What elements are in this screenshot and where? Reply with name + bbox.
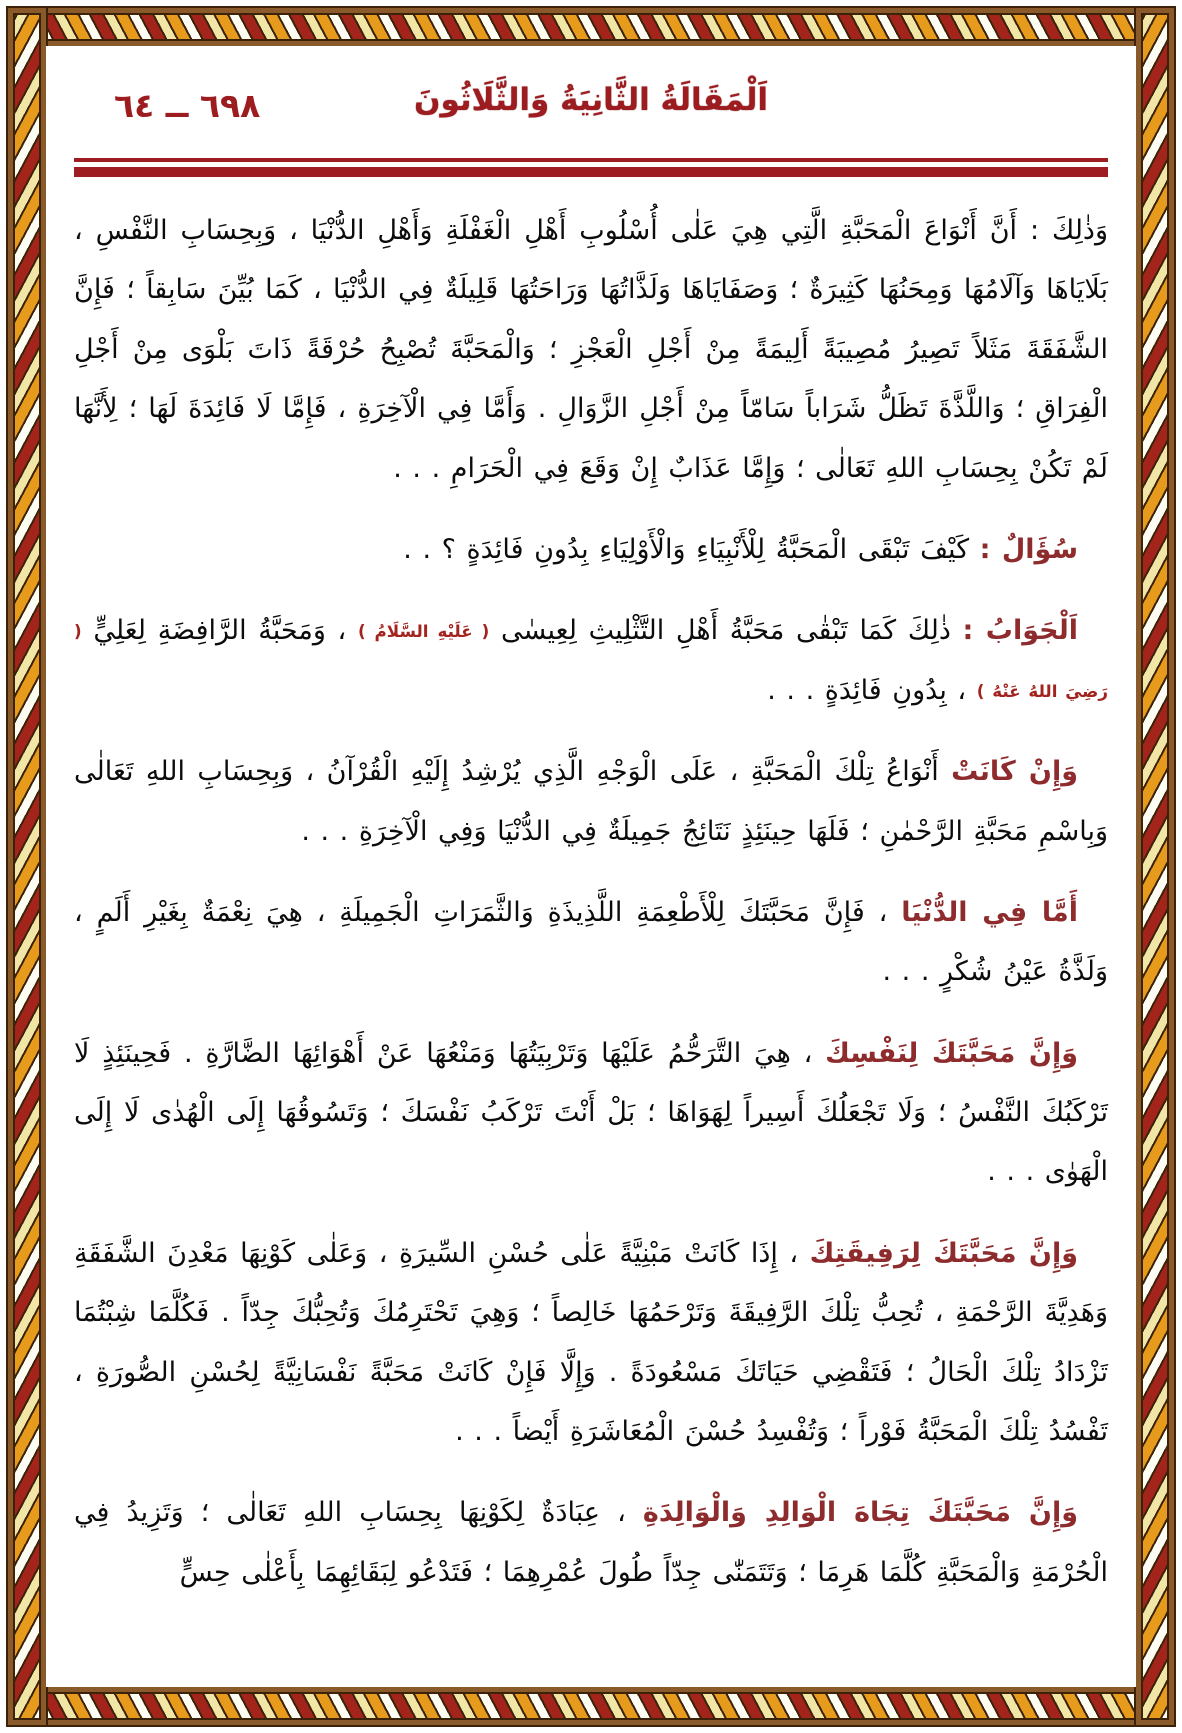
paragraph-text: ذٰلِكَ كَمَا تَبْقٰى مَحَبَّةُ أَهْلِ التَّثْلِيثِ لِعِيسٰى (489, 615, 963, 647)
page-header (74, 80, 1108, 146)
ornamental-border-right (1134, 6, 1176, 1727)
paragraph (74, 1024, 1108, 1202)
body-text (74, 201, 1108, 1602)
paragraph-text: أَنْوَاعُ تِلْكَ الْمَحَبَّةِ ، عَلَى الْوَجْهِ الَّذِي يُرْشِدُ إِلَيْهِ الْقُرْآنُ ، وَبِحِسَابِ اللهِ تَعَالٰى وَبِاسْمِ مَحَبَّةِ الرَّحْمٰنِ ؛ فَلَهَا حِينَئِذٍ نَتَائِجُ جَمِيلَةٌ فِي الدُّنْيَا وَفِي الْآخِرَةِ . . . (74, 756, 1108, 847)
paragraph-lead-red: وَإِنَّ مَحَبَّتَكَ لِرَفِيقَتِكَ (809, 1237, 1078, 1269)
paragraph (74, 201, 1108, 498)
page-title: اَلْمَقَالَةُ الثَّانِيَةُ وَالثَّلَاثُونَ (414, 82, 768, 118)
honorific-mark: ( عَلَيْهِ السَّلَامُ ) (357, 621, 490, 642)
paragraph-lead-red: وَإِنْ كَانَتْ (951, 756, 1078, 788)
paragraph (74, 601, 1108, 720)
paragraph-text: ، عِبَادَةٌ لِكَوْنِهَا بِحِسَابِ اللهِ تَعَالٰى ؛ وَتَزِيدُ فِي الْحُرْمَةِ وَالْمَحَبَّةِ كُلَّمَا هَرِمَا ؛ وَتَتَمَنّٰى جِدّاً طُولَ عُمْرِهِمَا ؛ فَتَدْعُو لِبَقَائِهِمَا بِأَعْلٰى حِسٍّ (74, 1497, 1108, 1588)
paragraph-text: وَذٰلِكَ : أَنَّ أَنْوَاعَ الْمَحَبَّةِ الَّتِي هِيَ عَلٰى أُسْلُوبِ أَهْلِ الْغَفْلَةِ وَأَهْلِ الدُّنْيَا ، وَبِحِسَابِ النَّفْسِ ، بَلَايَاهَا وَآلَامُهَا وَمِحَنُهَا كَثِيرَةٌ ؛ وَصَفَايَاهَا وَلَذَّاتُهَا وَرَاحَتُهَا قَلِيلَةٌ فِي الدُّنْيَا ، كَمَا بُيِّنَ سَابِقاً ؛ فَإِنَّ الشَّفَقَةَ مَثَلاً تَصِيرُ مُصِيبَةً أَلِيمَةً مِنْ أَجْلِ الْعَجْزِ ؛ وَالْمَحَبَّةَ تُصْبِحُ حُرْقَةً ذَاتَ بَلْوَى مِنْ أَجْلِ الْفِرَاقِ ؛ وَاللَّذَّةَ تَظَلُّ شَرَاباً سَامّاً مِنْ أَجْلِ الزَّوَالِ . وَأَمَّا فِي الْآخِرَةِ ، فَإِمَّا لَا فَائِدَةَ لَهَا ؛ لِأَنَّهَا لَمْ تَكُنْ بِحِسَابِ اللهِ تَعَالٰى ؛ وَإِمَّا عَذَابٌ إِنْ وَقَعَ فِي الْحَرَامِ . . . (74, 215, 1108, 484)
paragraph-text: ، فَإِنَّ مَحَبَّتَكَ لِلْأَطْعِمَةِ اللَّذِيذَةِ وَالثَّمَرَاتِ الْجَمِيلَةِ ، هِيَ نِعْمَةٌ بِغَيْرِ أَلَمٍ ، وَلَذَّةُ عَيْنُ شُكْرٍ . . . (74, 896, 1108, 988)
divider-thin-rule (74, 158, 1108, 162)
paragraph-text: ، إِذَا كَانَتْ مَبْنِيَّةً عَلٰى حُسْنِ السِّيرَةِ ، وَعَلٰى كَوْنِهَا مَعْدِنَ الشَّفَقَةِ وَهَدِيَّةَ الرَّحْمَةِ ، تُحِبُّ تِلْكَ الرَّفِيقَةَ وَتَرْحَمُهَا خَالِصاً ؛ وَهِيَ تَحْتَرِمُكَ وَتُحِبُّكَ جِدّاً . فَكُلَّمَا شِبْتُمَا تَزْدَادُ تِلْكَ الْحَالُ ؛ فَتَقْضِي حَيَاتَكَ مَسْعُودَةً . وَإِلَّا فَإِنْ كَانَتْ مَحَبَّةً نَفْسَانِيَّةً لِحُسْنِ الصُّورَةِ ، تَفْسُدُ تِلْكَ الْمَحَبَّةُ فَوْراً ؛ وَتُفْسِدُ حُسْنَ الْمُعَاشَرَةِ أَيْضاً . . . (74, 1237, 1108, 1448)
divider-thick-rule (74, 167, 1108, 177)
paragraph (74, 883, 1108, 1002)
paragraph-lead-red: أَمَّا فِي الدُّنْيَا (901, 896, 1078, 928)
paragraph-text: ، هِيَ التَّرَحُّمُ عَلَيْهَا وَتَرْبِيَتُهَا وَمَنْعُهَا عَنْ أَهْوَائِهَا الضَّارَّةِ . فَحِينَئِذٍ لَا تَرْكَبُكَ النَّفْسُ ؛ وَلَا تَجْعَلُكَ أَسِيراً لِهَوَاهَا ؛ بَلْ أَنْتَ تَرْكَبُ نَفْسَكَ ؛ وَتَسُوقُهَا إِلَى الْهُدٰى لَا إِلَى الْهَوٰى . . . (74, 1037, 1108, 1188)
paragraph-text: ، بِدُونِ فَائِدَةٍ . . . (767, 674, 977, 706)
ornamental-border-left (6, 6, 48, 1727)
paragraph-text: ، وَمَحَبَّةُ الرَّافِضَةِ لِعَلِيٍّ (81, 615, 358, 647)
paragraph (74, 742, 1108, 861)
paragraph-lead-red: وَإِنَّ مَحَبَّتَكَ لِنَفْسِكَ (825, 1037, 1078, 1069)
page-numbers: ٦٩٨ ــ ٦٤ (114, 86, 261, 125)
paragraph (74, 1224, 1108, 1462)
ornamental-border-bottom (6, 1685, 1176, 1727)
paragraph (74, 1483, 1108, 1602)
paragraph-lead-red: وَإِنَّ مَحَبَّتَكَ تِجَاهَ الْوَالِدِ وَالْوَالِدَةِ (642, 1497, 1078, 1529)
ornamental-border-top (6, 6, 1176, 48)
page-content (46, 46, 1136, 1687)
paragraph-text: كَيْفَ تَبْقَى الْمَحَبَّةُ لِلْأَنْبِيَاءِ وَالْأَوْلِيَاءِ بِدُونِ فَائِدَةٍ ؟ . . (403, 533, 980, 565)
honorific-mark: ( رَضِيَ اللهُ عَنْهُ ) (74, 621, 1108, 701)
paragraph-lead-red: سُؤَالٌ : (979, 533, 1078, 565)
header-divider (74, 158, 1108, 177)
paragraph (74, 520, 1108, 579)
paragraph-lead-red: اَلْجَوَابُ : (962, 615, 1078, 647)
